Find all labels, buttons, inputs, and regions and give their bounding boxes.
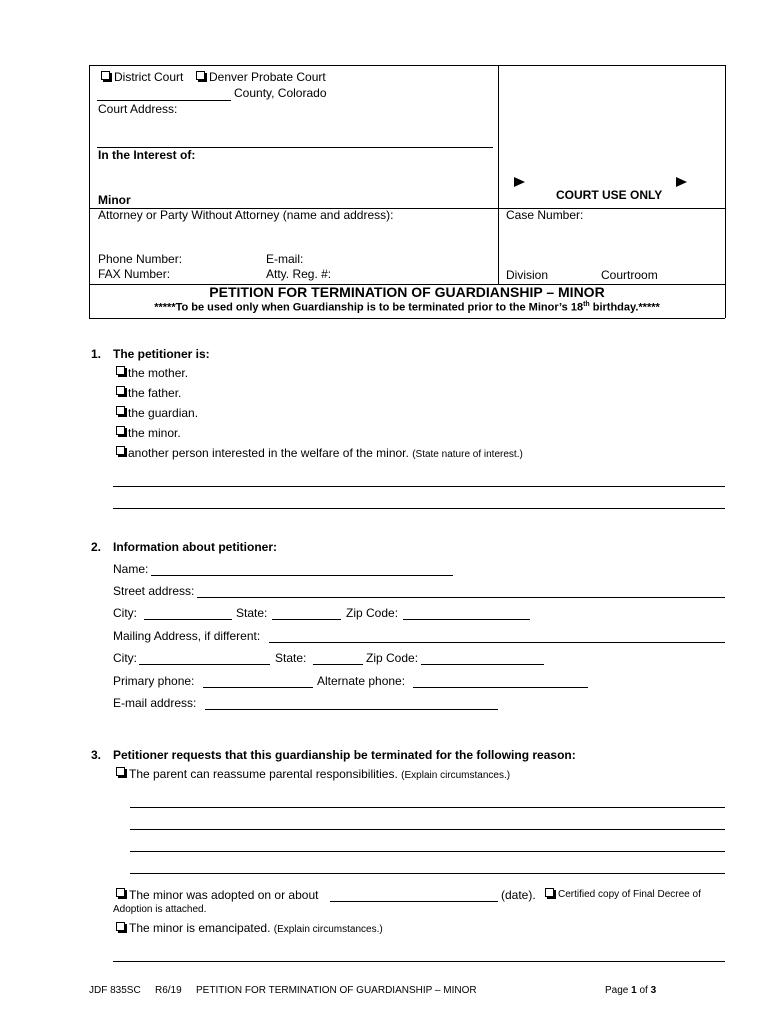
section1-number: 1.: [91, 347, 102, 361]
explain-line[interactable]: [130, 829, 725, 830]
explain-line[interactable]: [130, 807, 725, 808]
date-label: (date).: [501, 888, 536, 902]
emancipated-line[interactable]: [113, 961, 725, 962]
section3-number: 3.: [91, 748, 102, 762]
attorney-label: Attorney or Party Without Attorney (name and address):: [98, 208, 394, 222]
alternate-phone-field[interactable]: [413, 687, 588, 688]
state2-field[interactable]: [313, 664, 363, 665]
city-label: City:: [113, 606, 137, 620]
case-number-label: Case Number:: [506, 208, 584, 222]
zip2-label: Zip Code:: [366, 651, 419, 665]
adopted-label: The minor was adopted on or about: [129, 888, 319, 902]
minor-option-label: the minor.: [128, 426, 181, 440]
minor-label: Minor: [98, 193, 131, 207]
arrow-icon: [514, 177, 525, 187]
atty-reg-label: Atty. Reg. #:: [266, 267, 332, 281]
court-address-label: Court Address:: [98, 102, 178, 116]
county-suffix: County, Colorado: [234, 86, 327, 100]
zip-label: Zip Code:: [346, 606, 399, 620]
division-label: Division: [506, 268, 549, 282]
email-address-field[interactable]: [205, 709, 498, 710]
explain-line[interactable]: [130, 873, 725, 874]
zip-field[interactable]: [403, 619, 530, 620]
mailing-label: Mailing Address, if different:: [113, 629, 261, 643]
interest-line[interactable]: [113, 508, 725, 509]
city-field[interactable]: [144, 619, 232, 620]
court-use-only: COURT USE ONLY: [556, 188, 663, 202]
fax-label: FAX Number:: [98, 267, 171, 281]
email-label: E-mail:: [266, 252, 304, 266]
certified-copy-label: Certified copy of Final Decree of: [558, 889, 701, 900]
parent-reassume-checkbox[interactable]: [116, 767, 125, 776]
certified-copy-checkbox[interactable]: [545, 888, 554, 897]
father-checkbox[interactable]: [116, 386, 125, 395]
phone-label: Phone Number:: [98, 252, 183, 266]
father-label: the father.: [128, 386, 182, 400]
name-label: Name:: [113, 562, 149, 576]
adopted-checkbox[interactable]: [116, 888, 125, 897]
street-field[interactable]: [197, 597, 725, 598]
in-the-interest-label: In the Interest of:: [98, 148, 196, 162]
adoption-attached-label: Adoption is attached.: [113, 904, 207, 915]
section1-heading: The petitioner is:: [113, 347, 210, 361]
zip2-field[interactable]: [421, 664, 544, 665]
parent-reassume-label: The parent can reassume parental responsibilities. (Explain circumstances.): [129, 767, 511, 781]
city2-label: City:: [113, 651, 137, 665]
explain-line[interactable]: [130, 851, 725, 852]
section2-heading: Information about petitioner:: [113, 540, 277, 554]
section3-heading: Petitioner requests that this guardianship be terminated for the following reason:: [113, 748, 576, 762]
mother-checkbox[interactable]: [116, 366, 125, 375]
footer-form-id: JDF 835SC: [89, 985, 141, 996]
mother-label: the mother.: [128, 366, 189, 380]
state-label: State:: [236, 606, 268, 620]
denver-probate-checkbox[interactable]: [196, 71, 205, 80]
subtitle: *****To be used only when Guardianship is to be terminated prior to the Minor’s 18th birthday.*****: [154, 301, 660, 314]
guardian-label: the guardian.: [128, 406, 199, 420]
district-court-checkbox[interactable]: [101, 71, 110, 80]
email-address-label: E-mail address:: [113, 696, 197, 710]
alternate-phone-label: Alternate phone:: [317, 674, 406, 688]
other-person-checkbox[interactable]: [116, 446, 125, 455]
state2-label: State:: [275, 651, 307, 665]
primary-phone-label: Primary phone:: [113, 674, 195, 688]
page-title: PETITION FOR TERMINATION OF GUARDIANSHIP – MINOR: [209, 284, 605, 300]
footer-title: PETITION FOR TERMINATION OF GUARDIANSHIP – MINOR: [196, 985, 477, 996]
street-label: Street address:: [113, 584, 195, 598]
adoption-date-field[interactable]: [330, 901, 498, 902]
arrow-icon: [676, 177, 687, 187]
other-person-label: another person interested in the welfare of the minor. (State nature of interest.): [128, 446, 523, 460]
footer-revision: R6/19: [155, 985, 182, 996]
district-court-label: District Court: [114, 70, 184, 84]
primary-phone-field[interactable]: [203, 687, 313, 688]
emancipated-checkbox[interactable]: [116, 922, 125, 931]
guardian-checkbox[interactable]: [116, 406, 125, 415]
section2-number: 2.: [91, 540, 102, 554]
state-field[interactable]: [272, 619, 341, 620]
interest-line[interactable]: [113, 486, 725, 487]
footer-page: Page 1 of 3: [605, 985, 657, 996]
city2-field[interactable]: [139, 664, 270, 665]
mailing-field[interactable]: [269, 642, 725, 643]
emancipated-label: The minor is emancipated. (Explain circumstances.): [129, 921, 383, 935]
minor-checkbox[interactable]: [116, 426, 125, 435]
courtroom-label: Courtroom: [601, 268, 658, 282]
name-field[interactable]: [151, 575, 453, 576]
denver-probate-label: Denver Probate Court: [209, 70, 326, 84]
